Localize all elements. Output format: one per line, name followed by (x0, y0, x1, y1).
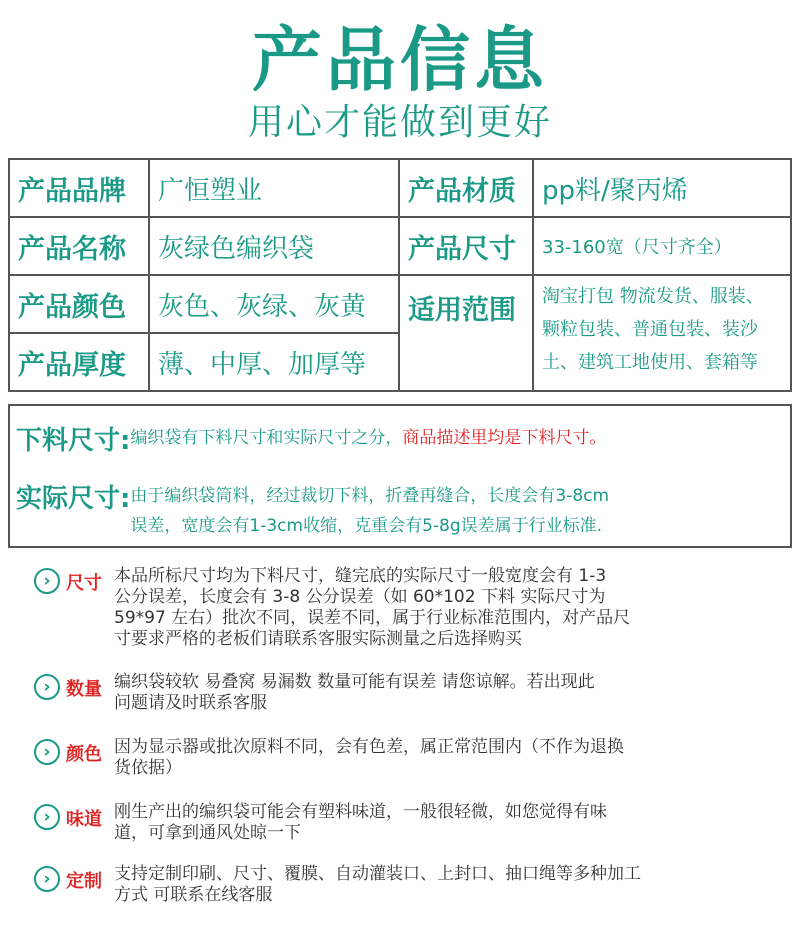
scope-label: 适用范围 (400, 276, 534, 390)
note-line: 问题请及时联系客服 (114, 693, 267, 713)
scope-value (534, 276, 790, 390)
page-subtitle: 用心才能做到更好 (247, 102, 552, 143)
size-value: 33-160宽（尺寸齐全） (534, 218, 790, 276)
thickness-value: 薄、中厚、加厚等 (150, 334, 400, 390)
color-label: 产品颜色 (10, 276, 150, 334)
note-line: 道，可拿到通风处晾一下 (114, 823, 301, 843)
cut-size-label: 下料尺寸: (16, 426, 131, 456)
thickness-label: 产品厚度 (10, 334, 150, 390)
note-label: 定制 (66, 871, 102, 892)
page-title: 产品信息 (252, 18, 548, 101)
note-line: 本品所标尺寸均为下料尺寸，缝完底的实际尺寸一般宽度会有 1-3 (114, 566, 607, 586)
size-label: 产品尺寸 (400, 218, 534, 276)
note-item (34, 864, 774, 906)
note-line: 货依据） (114, 758, 182, 778)
brand-value: 广恒塑业 (150, 160, 400, 218)
scope-line: 淘宝打包 物流发货、服装、 (542, 286, 764, 307)
note-label: 尺寸 (66, 573, 102, 594)
scope-line: 土、建筑工地使用、套箱等 (542, 352, 758, 373)
name-value: 灰绿色编织袋 (150, 218, 400, 276)
note-label: 味道 (66, 809, 102, 830)
cut-size-highlight: 商品描述里均是下料尺寸。 (402, 428, 607, 448)
note-line: 公分误差，长度会有 3-8 公分误差（如 60*102 下料 实际尺寸为 (114, 587, 606, 607)
spec-table (8, 158, 792, 392)
actual-size-text-line: 由于编织袋筒料，经过裁切下料，折叠再缝合，长度会有3-8cm (130, 486, 610, 506)
note-line: 59*97 左右）批次不同，误差不同，属于行业标准范围内，对产品尺 (114, 608, 631, 628)
note-item (34, 672, 774, 714)
chevron-right-circle-icon: › (34, 739, 60, 765)
chevron-right-circle-icon: › (34, 568, 60, 594)
note-line: 方式 可联系在线客服 (114, 885, 273, 905)
actual-size-text-line: 误差，宽度会有1-3cm收缩，克重会有5-8g误差属于行业标准. (130, 516, 603, 536)
material-value: pp料/聚丙烯 (534, 160, 790, 218)
note-line: 支持定制印刷、尺寸、覆膜、自动灌装口、上封口、抽口绳等多种加工 (114, 864, 641, 884)
note-label: 颜色 (66, 744, 102, 765)
size-explanation-box (8, 404, 792, 548)
cut-size-text: 编织袋有下料尺寸和实际尺寸之分， (130, 428, 403, 448)
actual-size-label: 实际尺寸: (16, 484, 131, 514)
scope-line: 颗粒包装、普通包装、装沙 (542, 319, 758, 340)
note-line: 编织袋较软 易叠窝 易漏数 数量可能有误差 请您谅解。若出现此 (114, 672, 595, 692)
note-line: 刚生产出的编织袋可能会有塑料味道，一般很轻微，如您觉得有味 (114, 802, 607, 822)
material-label: 产品材质 (400, 160, 534, 218)
chevron-right-circle-icon: › (34, 804, 60, 830)
chevron-right-circle-icon: › (34, 674, 60, 700)
chevron-right-circle-icon: › (34, 866, 60, 892)
name-label: 产品名称 (10, 218, 150, 276)
note-label: 数量 (66, 679, 102, 700)
color-value: 灰色、灰绿、灰黄 (150, 276, 400, 334)
note-line: 因为显示器或批次原料不同，会有色差，属正常范围内（不作为退换 (114, 737, 624, 757)
note-item (34, 802, 774, 844)
brand-label: 产品品牌 (10, 160, 150, 218)
note-item (34, 737, 774, 779)
note-item (34, 566, 774, 650)
note-line: 寸要求严格的老板们请联系客服实际测量之后选择购买 (114, 629, 522, 649)
